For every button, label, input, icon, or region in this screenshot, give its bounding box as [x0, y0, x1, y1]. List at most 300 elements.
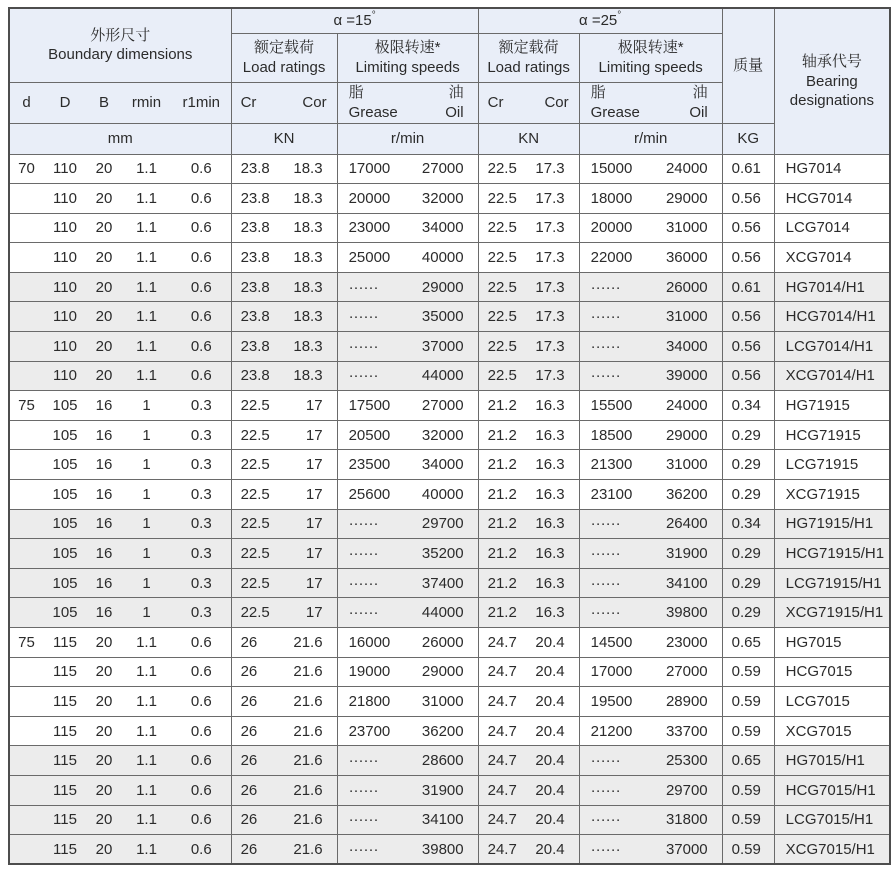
cell-cor25: 16.3: [529, 480, 579, 510]
cell-D: 110: [43, 332, 87, 362]
table-row: [9, 480, 890, 510]
cell-mass-kg: 0.56: [722, 302, 774, 332]
table-row: [9, 746, 890, 776]
cell-cor25: 17.3: [529, 332, 579, 362]
cell-cor25: 16.3: [529, 391, 579, 421]
cell-designation: XCG7014: [774, 243, 890, 273]
cell-grease15: 19000: [337, 657, 407, 687]
table-body: [9, 154, 890, 864]
cell-r1min: 0.6: [172, 628, 231, 658]
cell-mass-kg: 0.29: [722, 598, 774, 628]
cell-rmin: 1.1: [121, 302, 172, 332]
cell-cr25: 21.2: [478, 539, 529, 569]
cell-mass-kg: 0.56: [722, 243, 774, 273]
cell-r1min: 0.6: [172, 835, 231, 865]
header-alpha-25: α =25°: [478, 8, 722, 33]
cell-grease15: 25000: [337, 243, 407, 273]
cell-oil25: 31800: [650, 805, 722, 835]
cell-cor15: 18.3: [284, 332, 337, 362]
cell-D: 110: [43, 272, 87, 302]
cell-mass-kg: 0.61: [722, 272, 774, 302]
cell-oil15: 32000: [407, 184, 478, 214]
cell-cor25: 17.3: [529, 243, 579, 273]
cell-oil25: 33700: [650, 716, 722, 746]
cell-grease25: ······: [579, 568, 650, 598]
cell-d: [9, 184, 43, 214]
cell-B: 16: [87, 420, 121, 450]
cell-oil25: 25300: [650, 746, 722, 776]
header-load-ratings-25: 额定载荷 Load ratings: [478, 33, 579, 82]
cell-grease15: 16000: [337, 628, 407, 658]
bearing-spec-table: [8, 7, 891, 865]
cell-grease25: ······: [579, 361, 650, 391]
cell-B: 16: [87, 480, 121, 510]
cell-rmin: 1.1: [121, 332, 172, 362]
cell-cor25: 20.4: [529, 775, 579, 805]
cell-cr25: 24.7: [478, 805, 529, 835]
cell-rmin: 1.1: [121, 213, 172, 243]
cell-d: [9, 805, 43, 835]
cell-r1min: 0.6: [172, 716, 231, 746]
cell-d: [9, 687, 43, 717]
cell-designation: LCG7014: [774, 213, 890, 243]
cell-grease15: ······: [337, 302, 407, 332]
table-row: [9, 835, 890, 865]
cell-oil15: 37000: [407, 332, 478, 362]
cell-B: 20: [87, 687, 121, 717]
cell-cor15: 17: [284, 420, 337, 450]
cell-designation: XCG7015: [774, 716, 890, 746]
cell-designation: LCG71915/H1: [774, 568, 890, 598]
table-row: [9, 775, 890, 805]
cell-oil15: 29000: [407, 272, 478, 302]
cell-r1min: 0.6: [172, 687, 231, 717]
cell-mass-kg: 0.29: [722, 450, 774, 480]
cell-mass-kg: 0.56: [722, 332, 774, 362]
cell-cr15: 22.5: [231, 480, 284, 510]
cell-cor15: 21.6: [284, 775, 337, 805]
cell-mass-kg: 0.29: [722, 480, 774, 510]
cell-r1min: 0.3: [172, 420, 231, 450]
cell-designation: HG71915: [774, 391, 890, 421]
cell-D: 105: [43, 480, 87, 510]
cell-designation: XCG71915/H1: [774, 598, 890, 628]
cell-mass-kg: 0.59: [722, 805, 774, 835]
col-B: B: [87, 82, 121, 123]
cell-grease25: ······: [579, 835, 650, 865]
cell-oil25: 31000: [650, 213, 722, 243]
header-bearing-zh: 轴承代号: [801, 53, 862, 70]
cell-D: 105: [43, 391, 87, 421]
cell-oil15: 29000: [407, 657, 478, 687]
cell-cr15: 26: [231, 775, 284, 805]
cell-designation: LCG7014/H1: [774, 332, 890, 362]
cell-r1min: 0.6: [172, 184, 231, 214]
col-rmin: rmin: [121, 82, 172, 123]
cell-r1min: 0.6: [172, 332, 231, 362]
cell-r1min: 0.6: [172, 805, 231, 835]
cell-cr15: 23.8: [231, 332, 284, 362]
header-alpha-15: α =15°: [231, 8, 478, 33]
cell-designation: LCG71915: [774, 450, 890, 480]
cell-cor15: 21.6: [284, 657, 337, 687]
cell-grease15: ······: [337, 361, 407, 391]
unit-kg: KG: [722, 123, 774, 154]
cell-B: 16: [87, 391, 121, 421]
cell-cr25: 21.2: [478, 391, 529, 421]
cell-cr25: 24.7: [478, 716, 529, 746]
cell-grease15: ······: [337, 805, 407, 835]
cell-grease15: 20000: [337, 184, 407, 214]
cell-rmin: 1.1: [121, 657, 172, 687]
cell-mass-kg: 0.29: [722, 539, 774, 569]
degree-symbol: °: [617, 10, 622, 21]
cell-oil25: 31900: [650, 539, 722, 569]
cell-cr25: 24.7: [478, 687, 529, 717]
col-cor-25: Cor: [529, 82, 579, 123]
cell-d: [9, 598, 43, 628]
cell-r1min: 0.6: [172, 154, 231, 184]
cell-D: 115: [43, 657, 87, 687]
cell-cor15: 18.3: [284, 243, 337, 273]
cell-grease25: ······: [579, 539, 650, 569]
cell-cor25: 20.4: [529, 657, 579, 687]
cell-B: 20: [87, 302, 121, 332]
cell-d: [9, 480, 43, 510]
cell-cr15: 23.8: [231, 361, 284, 391]
cell-D: 105: [43, 539, 87, 569]
cell-cr15: 23.8: [231, 184, 284, 214]
cell-cr15: 26: [231, 805, 284, 835]
cell-cr25: 21.2: [478, 420, 529, 450]
cell-oil15: 27000: [407, 391, 478, 421]
cell-r1min: 0.6: [172, 746, 231, 776]
cell-grease15: 17500: [337, 391, 407, 421]
cell-mass-kg: 0.34: [722, 391, 774, 421]
cell-designation: HG7015/H1: [774, 746, 890, 776]
cell-cr15: 26: [231, 835, 284, 865]
cell-cr25: 21.2: [478, 598, 529, 628]
cell-oil15: 44000: [407, 361, 478, 391]
cell-cor15: 21.6: [284, 835, 337, 865]
cell-grease15: 21800: [337, 687, 407, 717]
cell-mass-kg: 0.56: [722, 361, 774, 391]
cell-oil15: 34000: [407, 450, 478, 480]
table-row: [9, 391, 890, 421]
cell-oil25: 31000: [650, 450, 722, 480]
cell-cor25: 20.4: [529, 687, 579, 717]
cell-oil15: 28600: [407, 746, 478, 776]
cell-mass-kg: 0.29: [722, 568, 774, 598]
cell-d: 70: [9, 154, 43, 184]
cell-cr25: 22.5: [478, 302, 529, 332]
cell-oil25: 29000: [650, 184, 722, 214]
cell-D: 115: [43, 628, 87, 658]
cell-D: 105: [43, 509, 87, 539]
cell-d: 75: [9, 391, 43, 421]
cell-oil15: 31900: [407, 775, 478, 805]
cell-cor15: 18.3: [284, 213, 337, 243]
cell-mass-kg: 0.34: [722, 509, 774, 539]
cell-designation: LCG7015/H1: [774, 805, 890, 835]
cell-B: 20: [87, 805, 121, 835]
cell-rmin: 1.1: [121, 746, 172, 776]
cell-d: [9, 361, 43, 391]
cell-cor15: 21.6: [284, 687, 337, 717]
cell-cor25: 20.4: [529, 716, 579, 746]
cell-mass-kg: 0.59: [722, 657, 774, 687]
cell-designation: HCG7015: [774, 657, 890, 687]
cell-cr15: 22.5: [231, 420, 284, 450]
cell-D: 110: [43, 184, 87, 214]
cell-cor25: 16.3: [529, 598, 579, 628]
cell-D: 110: [43, 213, 87, 243]
cell-oil15: 35000: [407, 302, 478, 332]
degree-symbol: °: [371, 10, 376, 21]
cell-D: 110: [43, 361, 87, 391]
table-row: [9, 598, 890, 628]
cell-oil15: 27000: [407, 154, 478, 184]
cell-rmin: 1: [121, 450, 172, 480]
cell-B: 16: [87, 509, 121, 539]
cell-grease25: ······: [579, 775, 650, 805]
cell-grease25: 22000: [579, 243, 650, 273]
cell-oil15: 40000: [407, 243, 478, 273]
cell-d: [9, 450, 43, 480]
cell-designation: HCG7014/H1: [774, 302, 890, 332]
cell-D: 115: [43, 835, 87, 865]
cell-grease15: 23500: [337, 450, 407, 480]
cell-designation: HCG7015/H1: [774, 775, 890, 805]
cell-grease15: ······: [337, 775, 407, 805]
cell-d: [9, 746, 43, 776]
cell-grease25: ······: [579, 598, 650, 628]
cell-cr25: 21.2: [478, 509, 529, 539]
cell-B: 20: [87, 213, 121, 243]
cell-oil25: 36200: [650, 480, 722, 510]
cell-r1min: 0.6: [172, 302, 231, 332]
cell-grease25: 21300: [579, 450, 650, 480]
cell-rmin: 1: [121, 509, 172, 539]
cell-rmin: 1: [121, 598, 172, 628]
cell-grease15: 23000: [337, 213, 407, 243]
cell-cor15: 17: [284, 391, 337, 421]
cell-cr25: 21.2: [478, 568, 529, 598]
cell-cr25: 22.5: [478, 361, 529, 391]
table-row: [9, 420, 890, 450]
cell-B: 20: [87, 184, 121, 214]
cell-B: 20: [87, 657, 121, 687]
unit-kn-25: KN: [478, 123, 579, 154]
cell-rmin: 1.1: [121, 835, 172, 865]
cell-oil25: 24000: [650, 154, 722, 184]
cell-cor15: 17: [284, 480, 337, 510]
cell-B: 20: [87, 775, 121, 805]
unit-rpm-25: r/min: [579, 123, 722, 154]
cell-grease25: 20000: [579, 213, 650, 243]
unit-rpm-15: r/min: [337, 123, 478, 154]
cell-cor25: 16.3: [529, 568, 579, 598]
cell-oil15: 34100: [407, 805, 478, 835]
cell-oil25: 24000: [650, 391, 722, 421]
cell-cor25: 16.3: [529, 539, 579, 569]
unit-kn-15: KN: [231, 123, 337, 154]
cell-grease25: ······: [579, 332, 650, 362]
col-oil-15: 油 Oil: [407, 82, 478, 123]
table-row: [9, 243, 890, 273]
cell-cor15: 17: [284, 509, 337, 539]
cell-grease25: ······: [579, 746, 650, 776]
col-cr-25: Cr: [478, 82, 529, 123]
cell-B: 20: [87, 716, 121, 746]
col-grease-25: 脂 Grease: [579, 82, 650, 123]
cell-cor25: 16.3: [529, 509, 579, 539]
cell-cor25: 17.3: [529, 154, 579, 184]
table-row: [9, 450, 890, 480]
cell-cr25: 24.7: [478, 746, 529, 776]
cell-grease15: 23700: [337, 716, 407, 746]
cell-cor15: 18.3: [284, 184, 337, 214]
header-boundary-dimensions: [9, 8, 231, 82]
col-d: d: [9, 82, 43, 123]
cell-cr15: 22.5: [231, 509, 284, 539]
cell-D: 115: [43, 775, 87, 805]
cell-cor15: 17: [284, 539, 337, 569]
cell-grease25: 17000: [579, 657, 650, 687]
cell-B: 16: [87, 568, 121, 598]
cell-cr15: 26: [231, 657, 284, 687]
table-row: [9, 332, 890, 362]
table-row: [9, 628, 890, 658]
cell-cr25: 24.7: [478, 775, 529, 805]
cell-mass-kg: 0.56: [722, 213, 774, 243]
cell-oil15: 34000: [407, 213, 478, 243]
cell-cor15: 21.6: [284, 805, 337, 835]
col-r1min: r1min: [172, 82, 231, 123]
cell-designation: HCG7014: [774, 184, 890, 214]
cell-r1min: 0.6: [172, 243, 231, 273]
table-row: [9, 361, 890, 391]
table-row: [9, 805, 890, 835]
cell-D: 110: [43, 302, 87, 332]
header-limiting-speeds-15: 极限转速* Limiting speeds: [337, 33, 478, 82]
table-row: [9, 657, 890, 687]
cell-grease25: 19500: [579, 687, 650, 717]
cell-cr15: 23.8: [231, 272, 284, 302]
cell-cor25: 17.3: [529, 361, 579, 391]
table-row: [9, 213, 890, 243]
cell-cor25: 16.3: [529, 420, 579, 450]
cell-rmin: 1: [121, 480, 172, 510]
cell-cr15: 23.8: [231, 154, 284, 184]
cell-oil15: 35200: [407, 539, 478, 569]
cell-B: 16: [87, 450, 121, 480]
cell-cr25: 24.7: [478, 657, 529, 687]
cell-cr15: 22.5: [231, 391, 284, 421]
cell-r1min: 0.3: [172, 598, 231, 628]
cell-cor25: 20.4: [529, 746, 579, 776]
cell-grease25: 21200: [579, 716, 650, 746]
header-boundary-zh: 外形尺寸: [90, 26, 151, 44]
table-row: [9, 302, 890, 332]
table-row: [9, 184, 890, 214]
cell-cor25: 16.3: [529, 450, 579, 480]
cell-oil25: 36000: [650, 243, 722, 273]
cell-d: [9, 272, 43, 302]
cell-cor15: 18.3: [284, 272, 337, 302]
cell-rmin: 1: [121, 568, 172, 598]
cell-cr15: 26: [231, 716, 284, 746]
cell-mass-kg: 0.61: [722, 154, 774, 184]
cell-d: [9, 302, 43, 332]
cell-designation: XCG71915: [774, 480, 890, 510]
cell-oil25: 27000: [650, 657, 722, 687]
header-load-ratings-15: 额定载荷 Load ratings: [231, 33, 337, 82]
cell-oil25: 39800: [650, 598, 722, 628]
cell-designation: HG7015: [774, 628, 890, 658]
cell-grease25: 15000: [579, 154, 650, 184]
cell-grease25: 23100: [579, 480, 650, 510]
cell-D: 115: [43, 716, 87, 746]
cell-D: 115: [43, 687, 87, 717]
cell-r1min: 0.3: [172, 539, 231, 569]
cell-oil15: 40000: [407, 480, 478, 510]
cell-D: 105: [43, 598, 87, 628]
cell-grease25: 15500: [579, 391, 650, 421]
cell-grease15: ······: [337, 746, 407, 776]
cell-grease25: 18500: [579, 420, 650, 450]
cell-grease25: ······: [579, 302, 650, 332]
cell-B: 20: [87, 272, 121, 302]
cell-B: 20: [87, 154, 121, 184]
cell-cr15: 22.5: [231, 598, 284, 628]
cell-cr15: 23.8: [231, 213, 284, 243]
header-bearing-en: Bearing designations: [789, 72, 875, 109]
cell-cor15: 17: [284, 598, 337, 628]
col-cor-15: Cor: [284, 82, 337, 123]
cell-cr25: 22.5: [478, 154, 529, 184]
cell-cor15: 18.3: [284, 302, 337, 332]
cell-rmin: 1.1: [121, 805, 172, 835]
cell-grease25: ······: [579, 509, 650, 539]
cell-r1min: 0.6: [172, 213, 231, 243]
cell-cr15: 22.5: [231, 450, 284, 480]
cell-cor25: 17.3: [529, 184, 579, 214]
col-cr-15: Cr: [231, 82, 284, 123]
cell-B: 20: [87, 835, 121, 865]
cell-oil15: 37400: [407, 568, 478, 598]
cell-cr25: 22.5: [478, 213, 529, 243]
cell-mass-kg: 0.59: [722, 687, 774, 717]
cell-B: 20: [87, 243, 121, 273]
table-row: [9, 154, 890, 184]
cell-oil15: 44000: [407, 598, 478, 628]
cell-cr25: 22.5: [478, 332, 529, 362]
cell-B: 20: [87, 746, 121, 776]
cell-rmin: 1.1: [121, 361, 172, 391]
cell-cor25: 20.4: [529, 835, 579, 865]
cell-oil15: 32000: [407, 420, 478, 450]
cell-r1min: 0.3: [172, 509, 231, 539]
cell-r1min: 0.3: [172, 450, 231, 480]
col-oil-25: 油 Oil: [650, 82, 722, 123]
cell-cor15: 17: [284, 568, 337, 598]
cell-cor25: 20.4: [529, 805, 579, 835]
cell-d: [9, 775, 43, 805]
cell-grease15: ······: [337, 835, 407, 865]
cell-D: 105: [43, 420, 87, 450]
cell-rmin: 1.1: [121, 775, 172, 805]
